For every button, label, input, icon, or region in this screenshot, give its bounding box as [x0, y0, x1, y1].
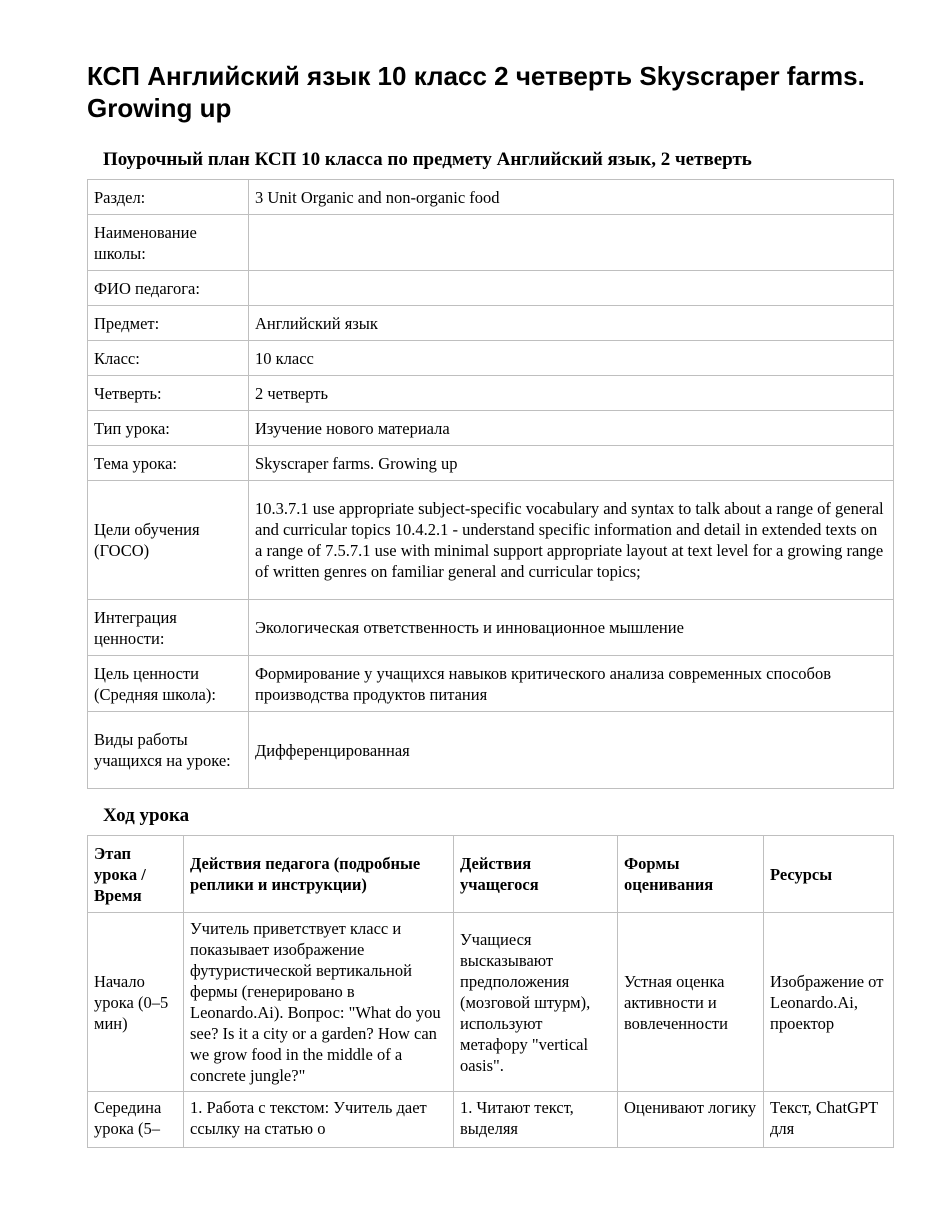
info-value: Английский язык	[249, 306, 894, 341]
lesson-cell-student: Учащиеся высказывают предположения (мозговой штурм), используют метафору "vertical oasis".	[454, 913, 618, 1092]
info-label: Виды работы учащихся на уроке:	[88, 712, 249, 789]
info-value	[249, 271, 894, 306]
lesson-heading: Ход урока	[103, 805, 190, 826]
info-label: Цели обучения (ГОСО)	[88, 481, 249, 600]
info-row-grade	[88, 341, 894, 376]
info-row-work-types	[88, 712, 894, 789]
info-row-value-goal	[88, 656, 894, 712]
info-value: Формирование у учащихся навыков критического анализа современных способов производства продуктов питания	[249, 656, 894, 712]
document-title: КСП Английский язык 10 класс 2 четверть Skyscraper farms. Growing up	[87, 61, 865, 123]
info-label: Класс:	[88, 341, 249, 376]
lesson-cell-stage: Середина урока (5–	[88, 1092, 184, 1148]
column-header-teacher-actions: Действия педагога (подробные реплики и инструкции)	[184, 836, 454, 913]
info-value: 2 четверть	[249, 376, 894, 411]
lesson-cell-resources: Текст, ChatGPT для	[764, 1092, 894, 1148]
lesson-cell-assessment: Устная оценка активности и вовлеченности	[618, 913, 764, 1092]
info-row-school	[88, 215, 894, 271]
column-header-student-actions: Действия учащегося	[454, 836, 618, 913]
info-value: Skyscraper farms. Growing up	[249, 446, 894, 481]
info-label: Раздел:	[88, 180, 249, 215]
info-label: Предмет:	[88, 306, 249, 341]
info-value: 10 класс	[249, 341, 894, 376]
info-label: Тема урока:	[88, 446, 249, 481]
lesson-cell-teacher: 1. Работа с текстом: Учитель дает ссылку на статью о	[184, 1092, 454, 1148]
info-value: Изучение нового материала	[249, 411, 894, 446]
info-row-subject	[88, 306, 894, 341]
info-label: Четверть:	[88, 376, 249, 411]
info-value: Экологическая ответственность и инновационное мышление	[249, 600, 894, 656]
info-value: 3 Unit Organic and non-organic food	[249, 180, 894, 215]
info-label: ФИО педагога:	[88, 271, 249, 306]
info-row-quarter	[88, 376, 894, 411]
info-row-topic	[88, 446, 894, 481]
info-value	[249, 215, 894, 271]
info-value: 10.3.7.1 use appropriate subject-specific vocabulary and syntax to talk about a range of general and curricular topics 10.4.2.1 - understand specific information and detail in extended texts on a range of 7.5.7.1 use with minimal support appropriate layout at text level for a growing range of written genres on familiar general and curricular topics;	[249, 481, 894, 600]
info-row-lesson-type	[88, 411, 894, 446]
lesson-cell-stage: Начало урока (0–5 мин)	[88, 913, 184, 1092]
plan-heading: Поурочный план КСП 10 класса по предмету Английский язык, 2 четверть	[103, 149, 752, 170]
info-label: Тип урока:	[88, 411, 249, 446]
lesson-row-middle	[88, 1092, 894, 1148]
lesson-cell-resources: Изображение от Leonardo.Ai, проектор	[764, 913, 894, 1092]
info-row-learning-goals	[88, 481, 894, 600]
lesson-cell-teacher: Учитель приветствует класс и показывает изображение футуристической вертикальной фермы (генерировано в Leonardo.Ai). Вопрос: "What do you see? Is it a city or a garden? How can we grow food in the middle of a concrete jungle?"	[184, 913, 454, 1092]
lesson-cell-assessment: Оценивают логику	[618, 1092, 764, 1148]
info-label: Цель ценности (Средняя школа):	[88, 656, 249, 712]
info-row-values-integration	[88, 600, 894, 656]
lesson-row-start	[88, 913, 894, 1092]
info-label: Интеграция ценности:	[88, 600, 249, 656]
column-header-resources: Ресурсы	[764, 836, 894, 913]
info-row-teacher	[88, 271, 894, 306]
column-header-assessment: Формы оценивания	[618, 836, 764, 913]
lesson-info-table	[87, 179, 894, 789]
lesson-header-row	[88, 836, 894, 913]
column-header-stage: Этап урока / Время	[88, 836, 184, 913]
lesson-flow-table	[87, 835, 894, 1148]
info-row-section	[88, 180, 894, 215]
info-value: Дифференцированная	[249, 712, 894, 789]
info-label: Наименование школы:	[88, 215, 249, 271]
lesson-cell-student: 1. Читают текст, выделяя	[454, 1092, 618, 1148]
